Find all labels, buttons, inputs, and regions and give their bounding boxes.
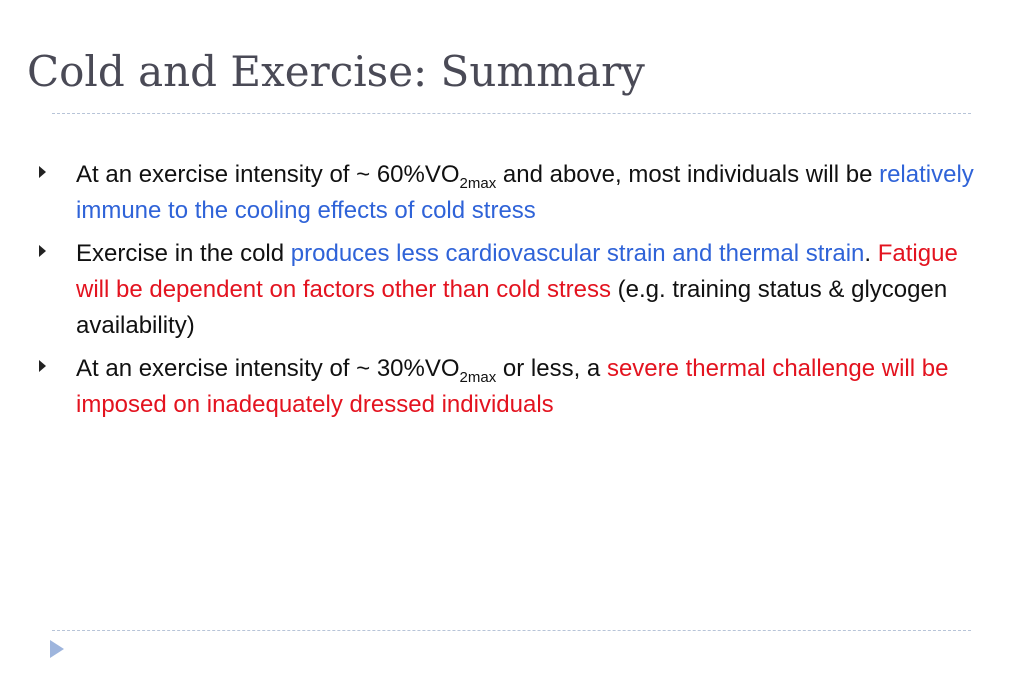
play-arrow-icon[interactable] [50,640,64,658]
bullet-text: . [864,240,878,267]
bullet-triangle-icon [39,360,46,372]
bullet-text: At an exercise intensity of ~ 30%VO [76,355,460,382]
footer-divider [52,630,971,631]
bullet-item [30,236,980,344]
bullet-text: (e.g. training status & glycogen availability) [76,276,948,339]
bullet-list [30,157,980,430]
bullet-text: At an exercise intensity of ~ 60%VO [76,161,460,188]
bullet-item [30,351,980,423]
subscript: 2max [459,369,497,386]
bullet-text: or less, a [496,355,607,382]
bullet-triangle-icon [39,245,46,257]
highlight-red-text: Fatigue will be dependent on factors other than cold stress [76,240,958,303]
bullet-text: and above, most individuals will be [496,161,880,188]
title-divider [52,113,971,114]
slide-title: Cold and Exercise: Summary [27,47,645,96]
bullet-text: Exercise in the cold [76,240,291,267]
highlight-red-text: severe thermal challenge will be imposed on inadequately dressed individuals [76,355,949,418]
highlight-blue-text: relatively immune to the cooling effects of cold stress [76,161,974,224]
highlight-blue-text: produces less cardiovascular strain and thermal strain [290,240,865,267]
subscript: 2max [459,175,497,192]
bullet-item [30,157,980,229]
bullet-triangle-icon [39,166,46,178]
